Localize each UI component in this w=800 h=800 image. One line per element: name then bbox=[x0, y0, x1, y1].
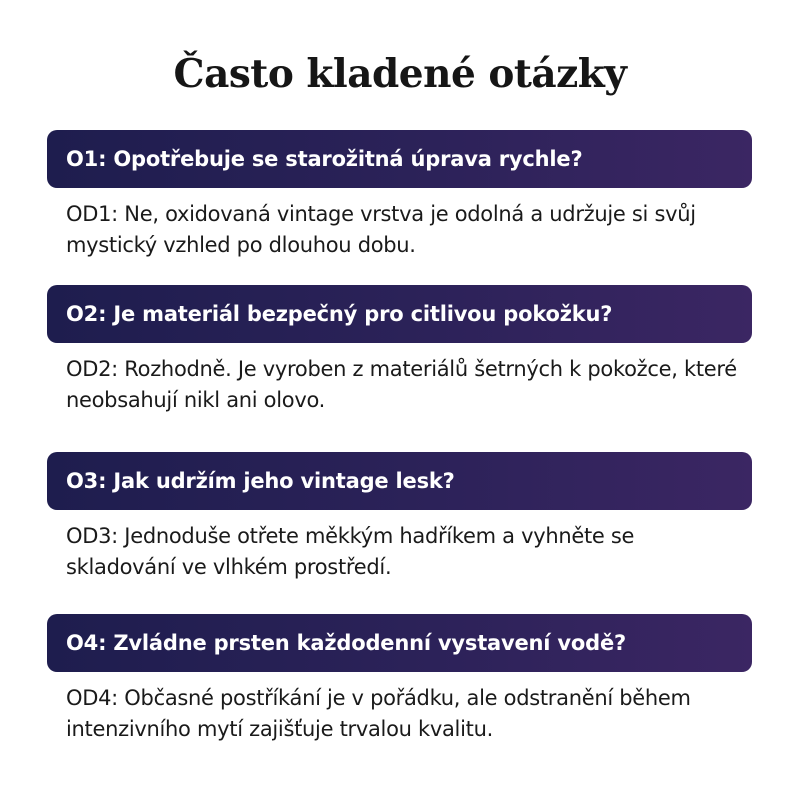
faq-question-4-text: O4: Zvládne prsten každodenní vystavení vodě? bbox=[66, 631, 626, 655]
page-title: Často kladené otázky bbox=[173, 51, 627, 97]
faq-question-1 bbox=[47, 130, 752, 188]
faq-question-1-text: O1: Opotřebuje se starožitná úprava rychle? bbox=[66, 147, 583, 171]
faq-question-2-text: O2: Je materiál bezpečný pro citlivou pokožku? bbox=[66, 302, 613, 326]
faq-answer-3: OD3: Jednoduše otřete měkkým hadříkem a vyhněte se skladování ve vlhkém prostředí. bbox=[66, 524, 635, 579]
faq-question-4 bbox=[47, 614, 752, 672]
faq-question-3 bbox=[47, 452, 752, 510]
faq-answer-4: OD4: Občasné postříkání je v pořádku, ale odstranění během intenzivního mytí zajišťuje trvalou kvalitu. bbox=[66, 686, 691, 741]
faq-question-3-text: O3: Jak udržím jeho vintage lesk? bbox=[66, 469, 455, 493]
faq-question-2 bbox=[47, 285, 752, 343]
faq-answer-1: OD1: Ne, oxidovaná vintage vrstva je odolná a udržuje si svůj mystický vzhled po dlouhou dobu. bbox=[66, 202, 696, 257]
faq-answer-2: OD2: Rozhodně. Je vyroben z materiálů šetrných k pokožce, které neobsahují nikl ani olovo. bbox=[66, 357, 737, 412]
